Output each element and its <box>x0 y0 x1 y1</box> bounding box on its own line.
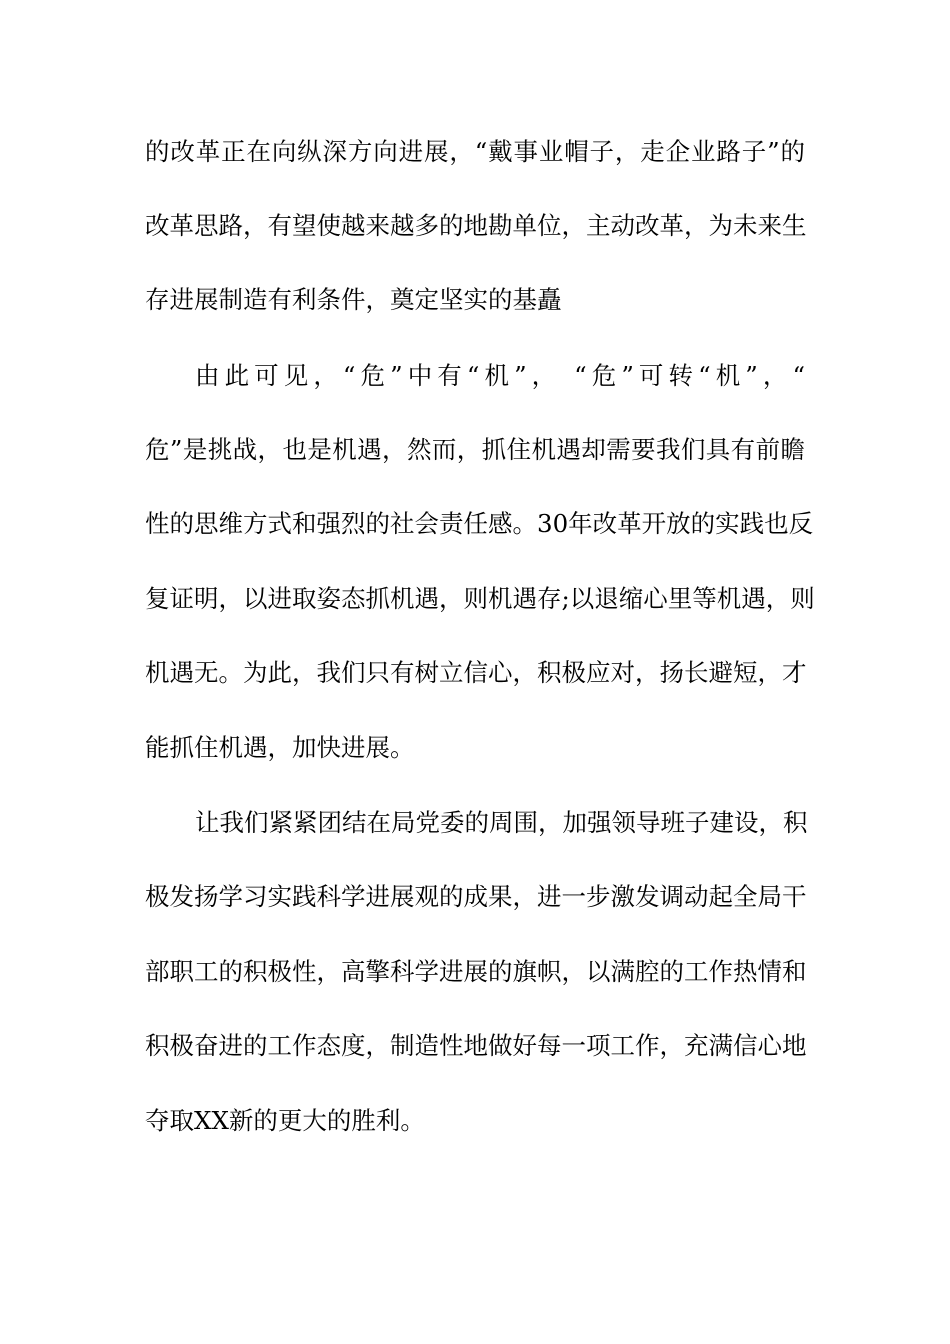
text-line: 复证明，以进取姿态抓机遇，则机遇存;以退缩心里等机遇，则 <box>145 584 815 613</box>
text-line: 夺取XX新的更大的胜利。 <box>145 1106 425 1135</box>
text-line: 能抓住机遇，加快进展。 <box>145 733 415 762</box>
text-line: 极发扬学习实践科学进展观的成果，进一步激发调动起全局干 <box>145 882 807 911</box>
text-line: 存进展制造有利条件，奠定坚实的基矗 <box>145 285 562 314</box>
text-line: 让我们紧紧团结在局党委的周围，加强领导班子建设，积 <box>195 808 808 837</box>
text-line: 部职工的积极性，高擎科学进展的旗帜，以满腔的工作热情和 <box>145 957 807 986</box>
text-line: 改革思路，有望使越来越多的地勘单位，主动改革，为未来生 <box>145 211 807 240</box>
text-line: 性的思维方式和强烈的社会责任感。30年改革开放的实践也反 <box>145 509 814 538</box>
text-line: 危”是挑战，也是机遇，然而，抓住机遇却需要我们具有前瞻 <box>145 435 805 464</box>
text-line: 机遇无。为此，我们只有树立信心，积极应对，扬长避短，才 <box>145 658 807 687</box>
text-line: 由此可见，“危”中有“机”， “危”可转“机”，“ <box>195 361 805 390</box>
text-line: 积极奋进的工作态度，制造性地做好每一项工作，充满信心地 <box>145 1031 807 1060</box>
text-line: 的改革正在向纵深方向进展，“戴事业帽子，走企业路子”的 <box>145 137 805 166</box>
